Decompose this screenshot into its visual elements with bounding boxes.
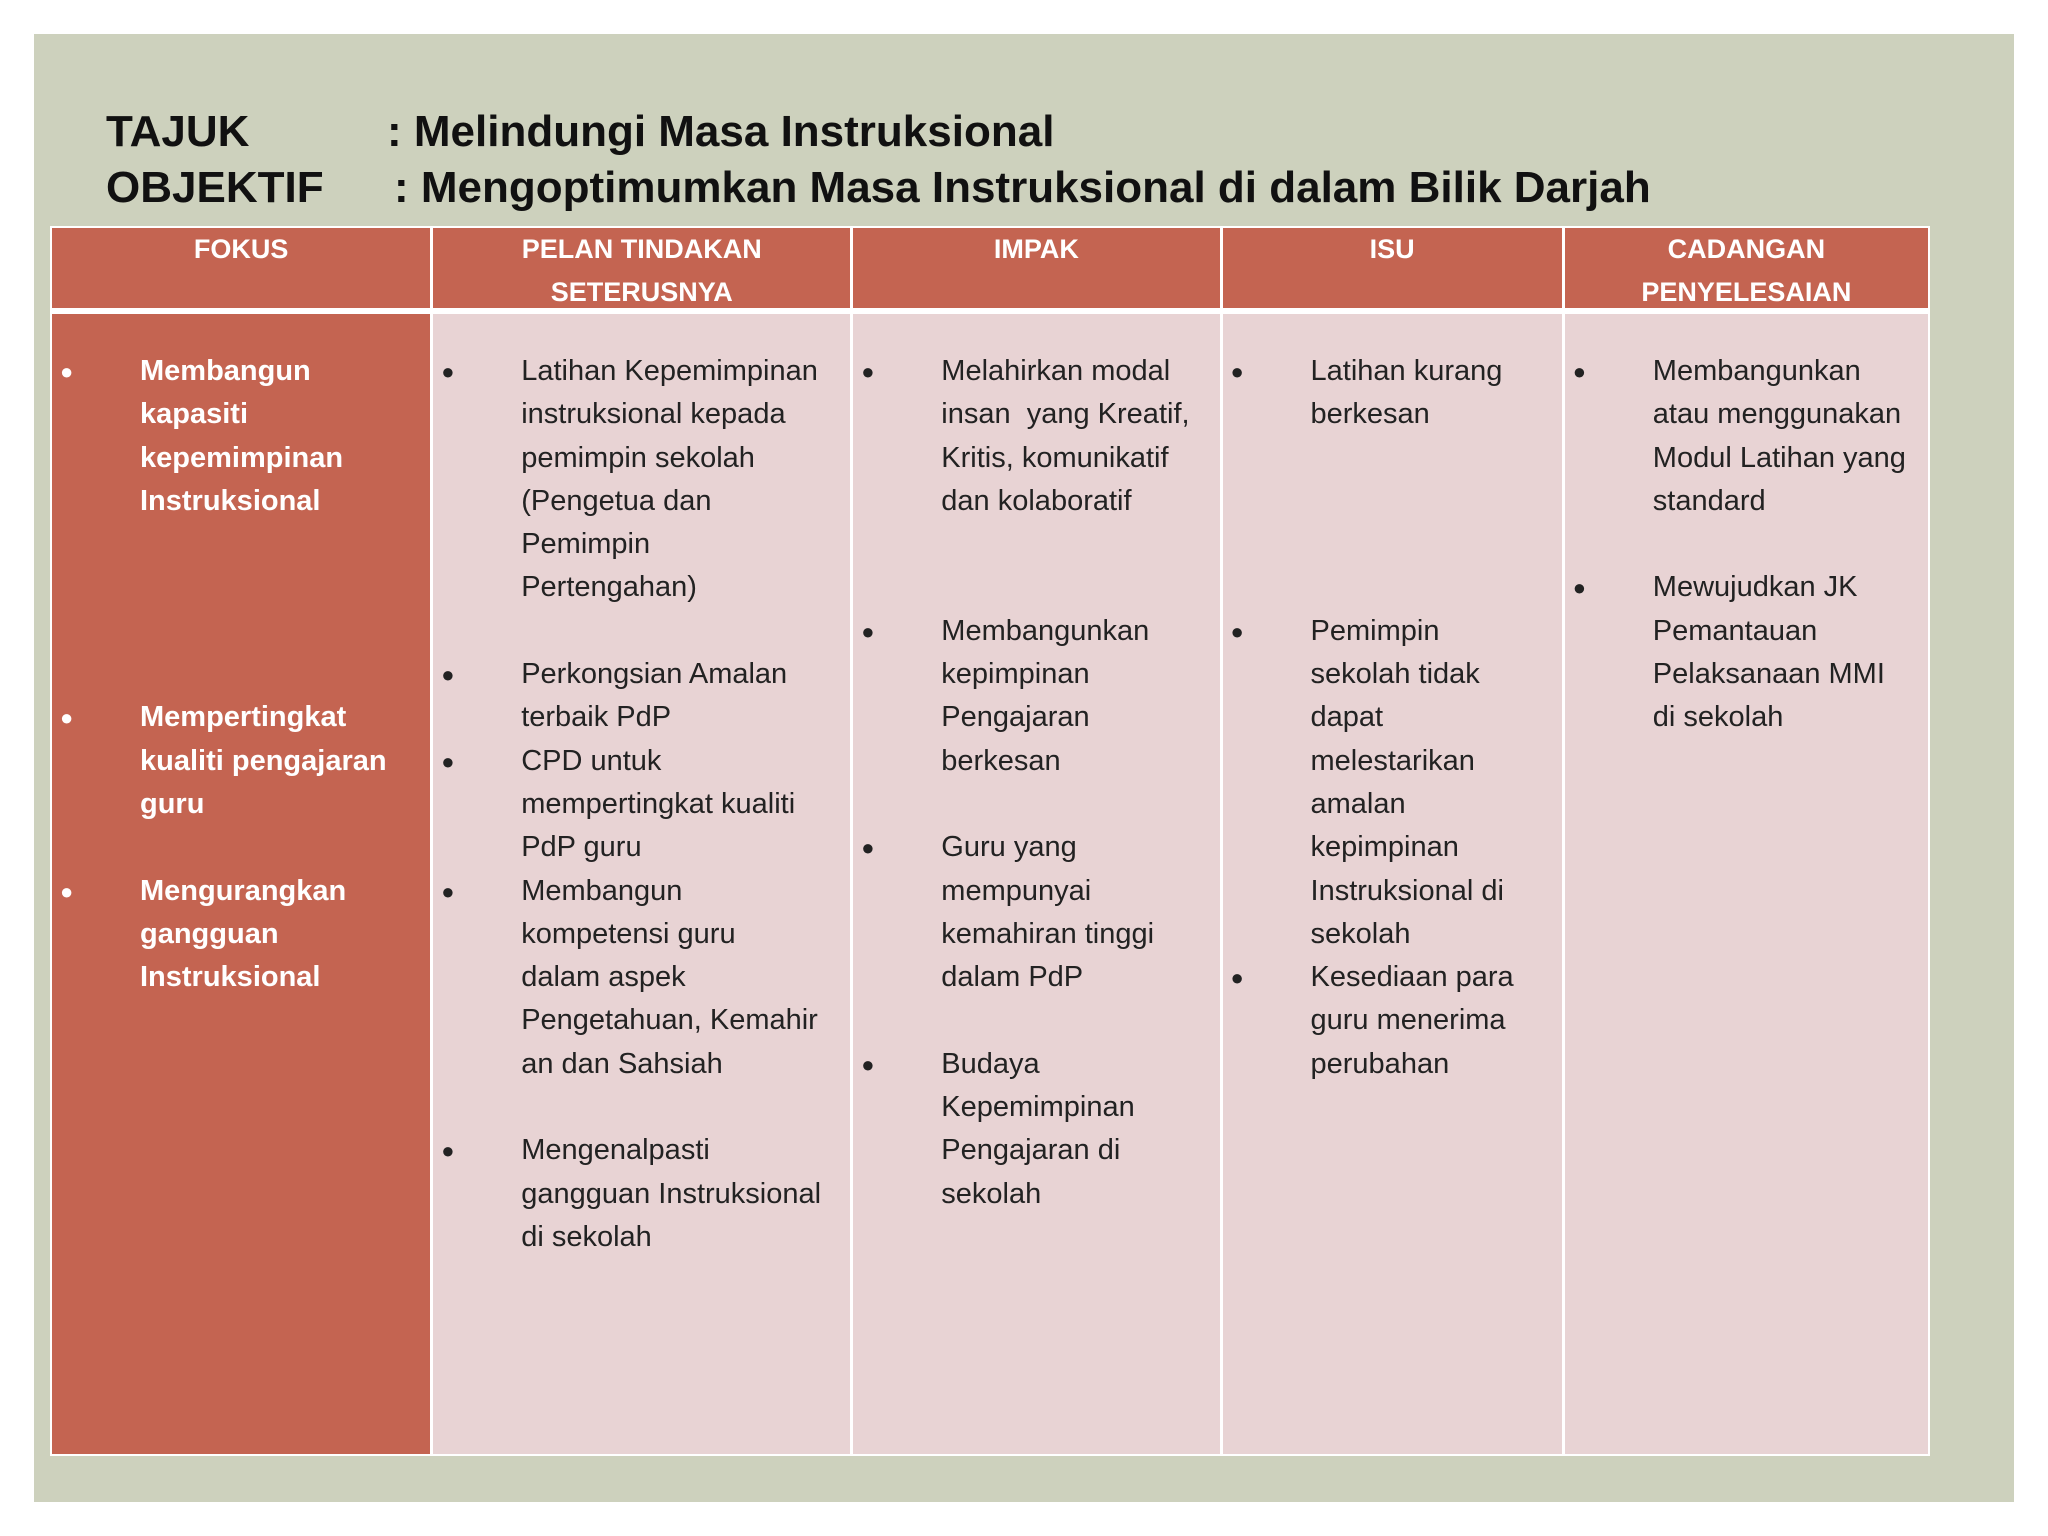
header-impak bbox=[853, 228, 1219, 314]
text-line: Membangun bbox=[521, 874, 683, 907]
text-line: gangguan Instruksional bbox=[521, 1177, 822, 1210]
list-item bbox=[1223, 350, 1562, 437]
text-line: Instruksional di bbox=[1310, 874, 1504, 907]
list-item-text bbox=[853, 350, 1219, 523]
list-item-text bbox=[1223, 350, 1562, 437]
bullet-icon: ● bbox=[1572, 575, 1587, 601]
list-item-text bbox=[1223, 956, 1562, 1086]
blank-line bbox=[1565, 523, 1928, 566]
list-item bbox=[853, 610, 1219, 783]
list-item-text bbox=[1565, 566, 1928, 739]
list-item-text bbox=[433, 653, 850, 740]
list-item bbox=[853, 826, 1219, 999]
text-line: Kepemimpinan bbox=[941, 1091, 1135, 1124]
text-line: insan yang Kreatif, bbox=[941, 398, 1190, 431]
text-line: sekolah bbox=[941, 1177, 1042, 1210]
text-line: Pemimpin bbox=[1310, 614, 1440, 647]
text-line: pemimpin sekolah bbox=[521, 441, 755, 474]
text-line: perubahan bbox=[1310, 1047, 1450, 1080]
body-impak bbox=[853, 314, 1219, 1454]
text-line: berkesan bbox=[1310, 398, 1430, 431]
text-line: guru menerima bbox=[1310, 1004, 1506, 1037]
text-line: Latihan Kepemimpinan bbox=[521, 355, 818, 387]
objektif-value: : Mengoptimumkan Masa Instruksional di dalam Bilik Darjah bbox=[394, 163, 1651, 212]
header-pelan-tindakan bbox=[433, 228, 850, 314]
list-item-text bbox=[433, 740, 850, 870]
text-line: (Pengetua dan bbox=[521, 484, 712, 517]
text-line: Pertengahan) bbox=[521, 571, 697, 604]
list-item-text bbox=[52, 696, 430, 826]
text-line: Kesediaan para bbox=[1310, 961, 1514, 994]
bullet-icon: ● bbox=[60, 878, 74, 904]
list-item bbox=[52, 696, 430, 826]
text-line: Mewujudkan JK bbox=[1652, 571, 1858, 604]
list-item-text bbox=[433, 870, 850, 1086]
list-item bbox=[52, 870, 430, 1000]
bullet-icon: ● bbox=[441, 662, 455, 688]
text-line: Modul Latihan yang bbox=[1652, 441, 1906, 474]
bullet-icon: ● bbox=[441, 359, 455, 384]
text-line: an dan Sahsiah bbox=[521, 1047, 723, 1080]
bullet-icon: ● bbox=[441, 748, 455, 774]
text-line: Membangunkan bbox=[941, 614, 1150, 647]
text-line: CPD untuk bbox=[521, 744, 662, 777]
header-fokus bbox=[52, 228, 430, 314]
text-line: dan kolaboratif bbox=[941, 484, 1132, 517]
tajuk-label: TAJUK bbox=[106, 107, 250, 156]
text-line: mempunyai bbox=[941, 874, 1092, 907]
header-line: CADANGAN bbox=[1667, 234, 1826, 264]
blank-line bbox=[433, 1086, 850, 1129]
action-plan-table bbox=[50, 226, 1930, 1456]
header-line: PELAN TINDAKAN bbox=[521, 234, 762, 264]
column-isu bbox=[1223, 228, 1565, 1454]
body-fokus bbox=[52, 314, 430, 1454]
list-item bbox=[433, 740, 850, 870]
text-line: dapat bbox=[1310, 701, 1384, 734]
list-item bbox=[1223, 610, 1562, 956]
text-line: guru bbox=[140, 787, 205, 820]
text-line: Melahirkan modal bbox=[941, 355, 1171, 387]
list-item bbox=[853, 350, 1219, 523]
text-line: Pelaksanaan MMI bbox=[1652, 658, 1885, 691]
text-line: Mengenalpasti bbox=[521, 1134, 710, 1167]
blank-line bbox=[433, 610, 850, 653]
text-line: mempertingkat kualiti bbox=[521, 787, 796, 820]
list-item-text bbox=[853, 826, 1219, 999]
list-item bbox=[853, 1043, 1219, 1216]
column-fokus bbox=[52, 228, 433, 1454]
text-line: berkesan bbox=[941, 744, 1061, 777]
text-line: kemahiran tinggi bbox=[941, 917, 1155, 950]
text-line: Mengurangkan bbox=[140, 874, 347, 907]
bullet-icon: ● bbox=[441, 1138, 455, 1164]
bullet-icon: ● bbox=[861, 835, 875, 861]
text-line: Guru yang bbox=[941, 831, 1077, 864]
body-isu bbox=[1223, 314, 1562, 1454]
text-line: kapasiti bbox=[140, 398, 248, 431]
text-line: Kritis, komunikatif bbox=[941, 441, 1169, 474]
list-item bbox=[433, 870, 850, 1086]
blank-line bbox=[853, 523, 1219, 610]
list-item bbox=[433, 350, 850, 610]
text-line: sekolah bbox=[1310, 917, 1411, 950]
header-line: PENYELESAIAN bbox=[1641, 277, 1852, 307]
header-line: ISU bbox=[1369, 234, 1415, 264]
text-line: kualiti pengajaran bbox=[140, 744, 387, 777]
text-line: terbaik PdP bbox=[521, 701, 672, 734]
blank-line bbox=[52, 826, 430, 869]
list-item-text bbox=[853, 610, 1219, 783]
bullet-icon: ● bbox=[441, 878, 455, 904]
text-line: sekolah tidak bbox=[1310, 658, 1480, 691]
text-line: kepimpinan bbox=[1310, 831, 1459, 864]
text-line: PdP guru bbox=[521, 831, 642, 864]
text-line: Perkongsian Amalan bbox=[521, 658, 788, 691]
column-impak bbox=[853, 228, 1222, 1454]
text-line: Pengetahuan, Kemahir bbox=[521, 1004, 818, 1037]
bullet-icon: ● bbox=[1572, 359, 1587, 384]
text-line: instruksional kepada bbox=[521, 398, 786, 431]
tajuk-value: : Melindungi Masa Instruksional bbox=[387, 107, 1055, 156]
body-cadangan bbox=[1565, 314, 1928, 1454]
text-line: Instruksional bbox=[140, 961, 321, 994]
header-cadangan bbox=[1565, 228, 1928, 314]
text-line: Budaya bbox=[941, 1047, 1040, 1080]
bullet-icon: ● bbox=[1230, 359, 1244, 384]
header-isu bbox=[1223, 228, 1562, 314]
text-line: di sekolah bbox=[521, 1220, 652, 1253]
text-line: Membangunkan bbox=[1652, 355, 1861, 387]
text-line: Mempertingkat bbox=[140, 701, 347, 734]
blank-line bbox=[853, 783, 1219, 826]
header-line: SETERUSNYA bbox=[550, 277, 733, 307]
text-line: Pengajaran bbox=[941, 701, 1090, 734]
list-item-text bbox=[433, 1129, 850, 1259]
text-line: di sekolah bbox=[1652, 701, 1784, 734]
blank-line bbox=[1223, 437, 1562, 610]
text-line: kepimpinan bbox=[941, 658, 1090, 691]
list-item-text bbox=[433, 350, 850, 610]
bullet-icon: ● bbox=[861, 1051, 875, 1077]
blank-line bbox=[52, 523, 430, 696]
text-line: dalam PdP bbox=[941, 961, 1084, 994]
objektif-row bbox=[106, 160, 1651, 216]
list-item bbox=[52, 350, 430, 523]
text-line: gangguan bbox=[140, 917, 279, 950]
text-line: kepemimpinan bbox=[140, 441, 344, 474]
text-line: kompetensi guru bbox=[521, 917, 736, 950]
column-cadangan bbox=[1565, 228, 1928, 1454]
body-pelan-tindakan bbox=[433, 314, 850, 1454]
list-item bbox=[433, 1129, 850, 1259]
text-line: Pemantauan bbox=[1652, 614, 1818, 647]
text-line: dalam aspek bbox=[521, 961, 686, 994]
objektif-label: OBJEKTIF bbox=[106, 163, 324, 212]
text-line: Pemimpin bbox=[521, 528, 651, 561]
header-line: FOKUS bbox=[193, 234, 289, 264]
text-line: atau menggunakan bbox=[1652, 398, 1902, 431]
header-line: IMPAK bbox=[993, 234, 1079, 264]
list-item-text bbox=[52, 870, 430, 1000]
list-item-text bbox=[1223, 610, 1562, 956]
bullet-icon: ● bbox=[1230, 965, 1244, 991]
list-item-text bbox=[1565, 350, 1928, 523]
bullet-icon: ● bbox=[861, 359, 875, 384]
text-line: standard bbox=[1652, 484, 1766, 517]
list-item bbox=[1565, 350, 1928, 523]
bullet-icon: ● bbox=[60, 705, 74, 731]
slide-heading bbox=[106, 104, 1651, 216]
list-item-text bbox=[853, 1043, 1219, 1216]
column-pelan-tindakan bbox=[433, 228, 853, 1454]
list-item bbox=[1565, 566, 1928, 739]
list-item-text bbox=[52, 350, 430, 523]
text-line: Membangun bbox=[140, 355, 311, 387]
blank-line bbox=[853, 999, 1219, 1042]
text-line: melestarikan bbox=[1310, 744, 1475, 777]
text-line: Latihan kurang bbox=[1310, 355, 1503, 387]
bullet-icon: ● bbox=[60, 359, 74, 384]
tajuk-row bbox=[106, 104, 1651, 160]
bullet-icon: ● bbox=[1230, 618, 1244, 644]
text-line: amalan bbox=[1310, 787, 1406, 820]
bullet-icon: ● bbox=[861, 618, 875, 644]
list-item bbox=[1223, 956, 1562, 1086]
text-line: Instruksional bbox=[140, 484, 321, 517]
text-line: Pengajaran di bbox=[941, 1134, 1121, 1167]
list-item bbox=[433, 653, 850, 740]
